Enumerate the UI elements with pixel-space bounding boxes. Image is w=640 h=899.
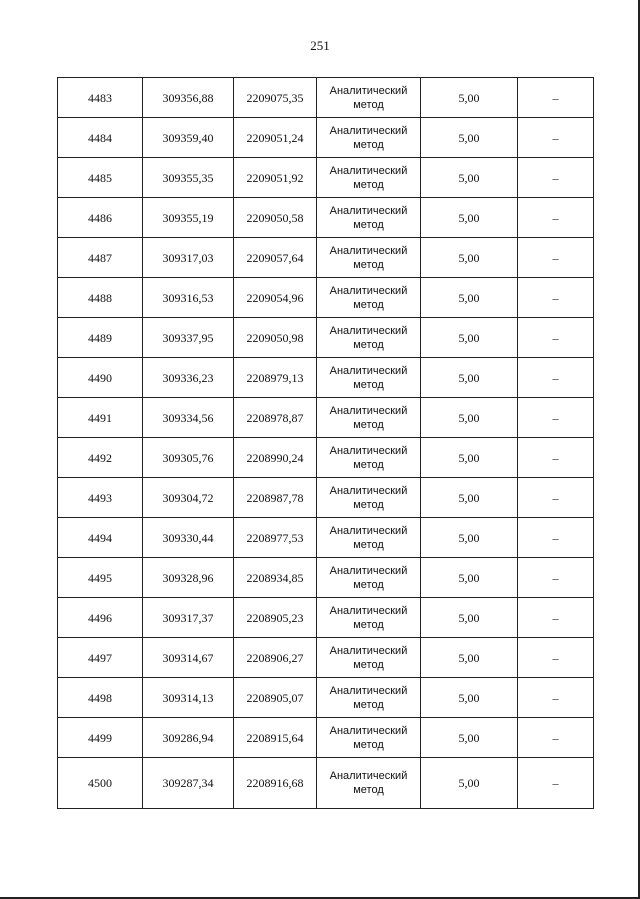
method-line-2: метод <box>353 298 384 311</box>
method-line-2: метод <box>353 458 384 471</box>
y-coordinate-cell: 2208915,64 <box>234 718 317 758</box>
y-coordinate-cell: 2209051,92 <box>234 158 317 198</box>
method-cell <box>317 398 421 438</box>
point-number-cell: 4485 <box>58 158 143 198</box>
method-line-1: Аналитический <box>329 770 408 782</box>
x-coordinate-cell: 309317,03 <box>143 238 234 278</box>
table-row <box>58 758 594 809</box>
table-row <box>58 198 594 238</box>
method-line-1: Аналитический <box>329 84 408 97</box>
y-coordinate-cell: 2209051,24 <box>234 118 317 158</box>
y-coordinate-cell: 2209054,96 <box>234 278 317 318</box>
method-cell <box>317 678 421 718</box>
method-cell <box>317 558 421 598</box>
y-coordinate-cell: 2208987,78 <box>234 478 317 518</box>
point-number-cell: 4486 <box>58 198 143 238</box>
table-row <box>58 158 594 198</box>
table-row <box>58 478 594 518</box>
accuracy-cell: 5,00 <box>421 598 518 638</box>
point-number-cell: 4491 <box>58 398 143 438</box>
method-cell <box>317 278 421 318</box>
point-number-cell: 4496 <box>58 598 143 638</box>
x-coordinate-cell: 309334,56 <box>143 398 234 438</box>
method-line-2: метод <box>353 178 384 191</box>
x-coordinate-cell: 309314,13 <box>143 678 234 718</box>
table-row <box>58 598 594 638</box>
accuracy-cell: 5,00 <box>421 638 518 678</box>
method-cell <box>317 358 421 398</box>
method-line-2: метод <box>353 698 384 711</box>
page-number: 251 <box>310 38 330 53</box>
table-row <box>58 718 594 758</box>
note-cell: – <box>518 238 594 278</box>
note-cell: – <box>518 118 594 158</box>
method-cell <box>317 718 421 758</box>
method-line-2: метод <box>353 538 384 551</box>
method-cell <box>317 318 421 358</box>
table-row <box>58 118 594 158</box>
method-line-2: метод <box>353 498 384 511</box>
accuracy-cell: 5,00 <box>421 558 518 598</box>
method-line-2: метод <box>353 658 384 671</box>
point-number-cell: 4493 <box>58 478 143 518</box>
y-coordinate-cell: 2209050,98 <box>234 318 317 358</box>
note-cell: – <box>518 678 594 718</box>
table-row <box>58 238 594 278</box>
x-coordinate-cell: 309316,53 <box>143 278 234 318</box>
coordinates-table <box>57 77 594 809</box>
x-coordinate-cell: 309287,34 <box>143 758 234 809</box>
note-cell: – <box>518 318 594 358</box>
accuracy-cell: 5,00 <box>421 518 518 558</box>
method-line-1: Аналитический <box>329 724 408 737</box>
method-line-2: метод <box>353 738 384 751</box>
accuracy-cell: 5,00 <box>421 78 518 118</box>
method-cell <box>317 198 421 238</box>
note-cell: – <box>518 558 594 598</box>
x-coordinate-cell: 309314,67 <box>143 638 234 678</box>
y-coordinate-cell: 2209075,35 <box>234 78 317 118</box>
method-line-1: Аналитический <box>329 404 408 417</box>
note-cell: – <box>518 478 594 518</box>
note-cell: – <box>518 158 594 198</box>
table-row <box>58 278 594 318</box>
method-line-2: метод <box>353 138 384 151</box>
accuracy-cell: 5,00 <box>421 198 518 238</box>
note-cell: – <box>518 718 594 758</box>
y-coordinate-cell: 2208990,24 <box>234 438 317 478</box>
note-cell: – <box>518 398 594 438</box>
accuracy-cell: 5,00 <box>421 278 518 318</box>
method-line-1: Аналитический <box>329 324 408 337</box>
point-number-cell: 4489 <box>58 318 143 358</box>
accuracy-cell: 5,00 <box>421 118 518 158</box>
method-line-1: Аналитический <box>329 644 408 657</box>
method-cell <box>317 518 421 558</box>
point-number-cell: 4497 <box>58 638 143 678</box>
table-body <box>58 78 594 809</box>
method-line-1: Аналитический <box>329 484 408 497</box>
method-cell <box>317 438 421 478</box>
accuracy-cell: 5,00 <box>421 678 518 718</box>
x-coordinate-cell: 309355,35 <box>143 158 234 198</box>
table-row <box>58 518 594 558</box>
y-coordinate-cell: 2208978,87 <box>234 398 317 438</box>
method-line-2: метод <box>353 418 384 431</box>
accuracy-cell: 5,00 <box>421 758 518 809</box>
note-cell: – <box>518 278 594 318</box>
point-number-cell: 4487 <box>58 238 143 278</box>
method-cell <box>317 238 421 278</box>
accuracy-cell: 5,00 <box>421 478 518 518</box>
y-coordinate-cell: 2208905,23 <box>234 598 317 638</box>
method-cell <box>317 478 421 518</box>
x-coordinate-cell: 309328,96 <box>143 558 234 598</box>
method-cell <box>317 118 421 158</box>
x-coordinate-cell: 309330,44 <box>143 518 234 558</box>
note-cell: – <box>518 758 594 809</box>
table-row <box>58 638 594 678</box>
point-number-cell: 4490 <box>58 358 143 398</box>
table-row <box>58 558 594 598</box>
y-coordinate-cell: 2208916,68 <box>234 758 317 809</box>
x-coordinate-cell: 309355,19 <box>143 198 234 238</box>
note-cell: – <box>518 358 594 398</box>
method-line-2: метод <box>353 338 384 351</box>
method-line-1: Аналитический <box>329 364 408 377</box>
point-number-cell: 4500 <box>58 758 143 809</box>
note-cell: – <box>518 78 594 118</box>
y-coordinate-cell: 2208977,53 <box>234 518 317 558</box>
method-line-1: Аналитический <box>329 244 408 257</box>
y-coordinate-cell: 2208906,27 <box>234 638 317 678</box>
method-line-2: метод <box>353 218 384 231</box>
x-coordinate-cell: 309304,72 <box>143 478 234 518</box>
method-line-2: метод <box>353 784 384 796</box>
y-coordinate-cell: 2208905,07 <box>234 678 317 718</box>
accuracy-cell: 5,00 <box>421 398 518 438</box>
method-line-1: Аналитический <box>329 284 408 297</box>
method-line-1: Аналитический <box>329 524 408 537</box>
point-number-cell: 4483 <box>58 78 143 118</box>
point-number-cell: 4498 <box>58 678 143 718</box>
x-coordinate-cell: 309356,88 <box>143 78 234 118</box>
note-cell: – <box>518 198 594 238</box>
method-line-1: Аналитический <box>329 684 408 697</box>
point-number-cell: 4495 <box>58 558 143 598</box>
accuracy-cell: 5,00 <box>421 318 518 358</box>
table-row <box>58 398 594 438</box>
point-number-cell: 4488 <box>58 278 143 318</box>
note-cell: – <box>518 438 594 478</box>
note-cell: – <box>518 638 594 678</box>
table-row <box>58 678 594 718</box>
accuracy-cell: 5,00 <box>421 158 518 198</box>
table-row <box>58 438 594 478</box>
note-cell: – <box>518 598 594 638</box>
table-row <box>58 358 594 398</box>
accuracy-cell: 5,00 <box>421 238 518 278</box>
method-cell <box>317 638 421 678</box>
method-line-1: Аналитический <box>329 124 408 137</box>
table-row <box>58 318 594 358</box>
x-coordinate-cell: 309317,37 <box>143 598 234 638</box>
method-cell <box>317 158 421 198</box>
method-line-1: Аналитический <box>329 164 408 177</box>
method-line-1: Аналитический <box>329 204 408 217</box>
y-coordinate-cell: 2208979,13 <box>234 358 317 398</box>
point-number-cell: 4494 <box>58 518 143 558</box>
method-line-2: метод <box>353 378 384 391</box>
method-line-2: метод <box>353 618 384 631</box>
point-number-cell: 4492 <box>58 438 143 478</box>
method-cell <box>317 78 421 118</box>
table-row <box>58 78 594 118</box>
point-number-cell: 4484 <box>58 118 143 158</box>
method-line-2: метод <box>353 98 384 111</box>
point-number-cell: 4499 <box>58 718 143 758</box>
method-line-1: Аналитический <box>329 564 408 577</box>
method-line-2: метод <box>353 258 384 271</box>
y-coordinate-cell: 2209057,64 <box>234 238 317 278</box>
x-coordinate-cell: 309286,94 <box>143 718 234 758</box>
accuracy-cell: 5,00 <box>421 718 518 758</box>
method-line-1: Аналитический <box>329 444 408 457</box>
y-coordinate-cell: 2209050,58 <box>234 198 317 238</box>
x-coordinate-cell: 309305,76 <box>143 438 234 478</box>
method-line-1: Аналитический <box>329 604 408 617</box>
accuracy-cell: 5,00 <box>421 358 518 398</box>
method-line-2: метод <box>353 578 384 591</box>
x-coordinate-cell: 309337,95 <box>143 318 234 358</box>
x-coordinate-cell: 309336,23 <box>143 358 234 398</box>
accuracy-cell: 5,00 <box>421 438 518 478</box>
method-cell <box>317 598 421 638</box>
y-coordinate-cell: 2208934,85 <box>234 558 317 598</box>
method-cell <box>317 758 421 809</box>
x-coordinate-cell: 309359,40 <box>143 118 234 158</box>
note-cell: – <box>518 518 594 558</box>
